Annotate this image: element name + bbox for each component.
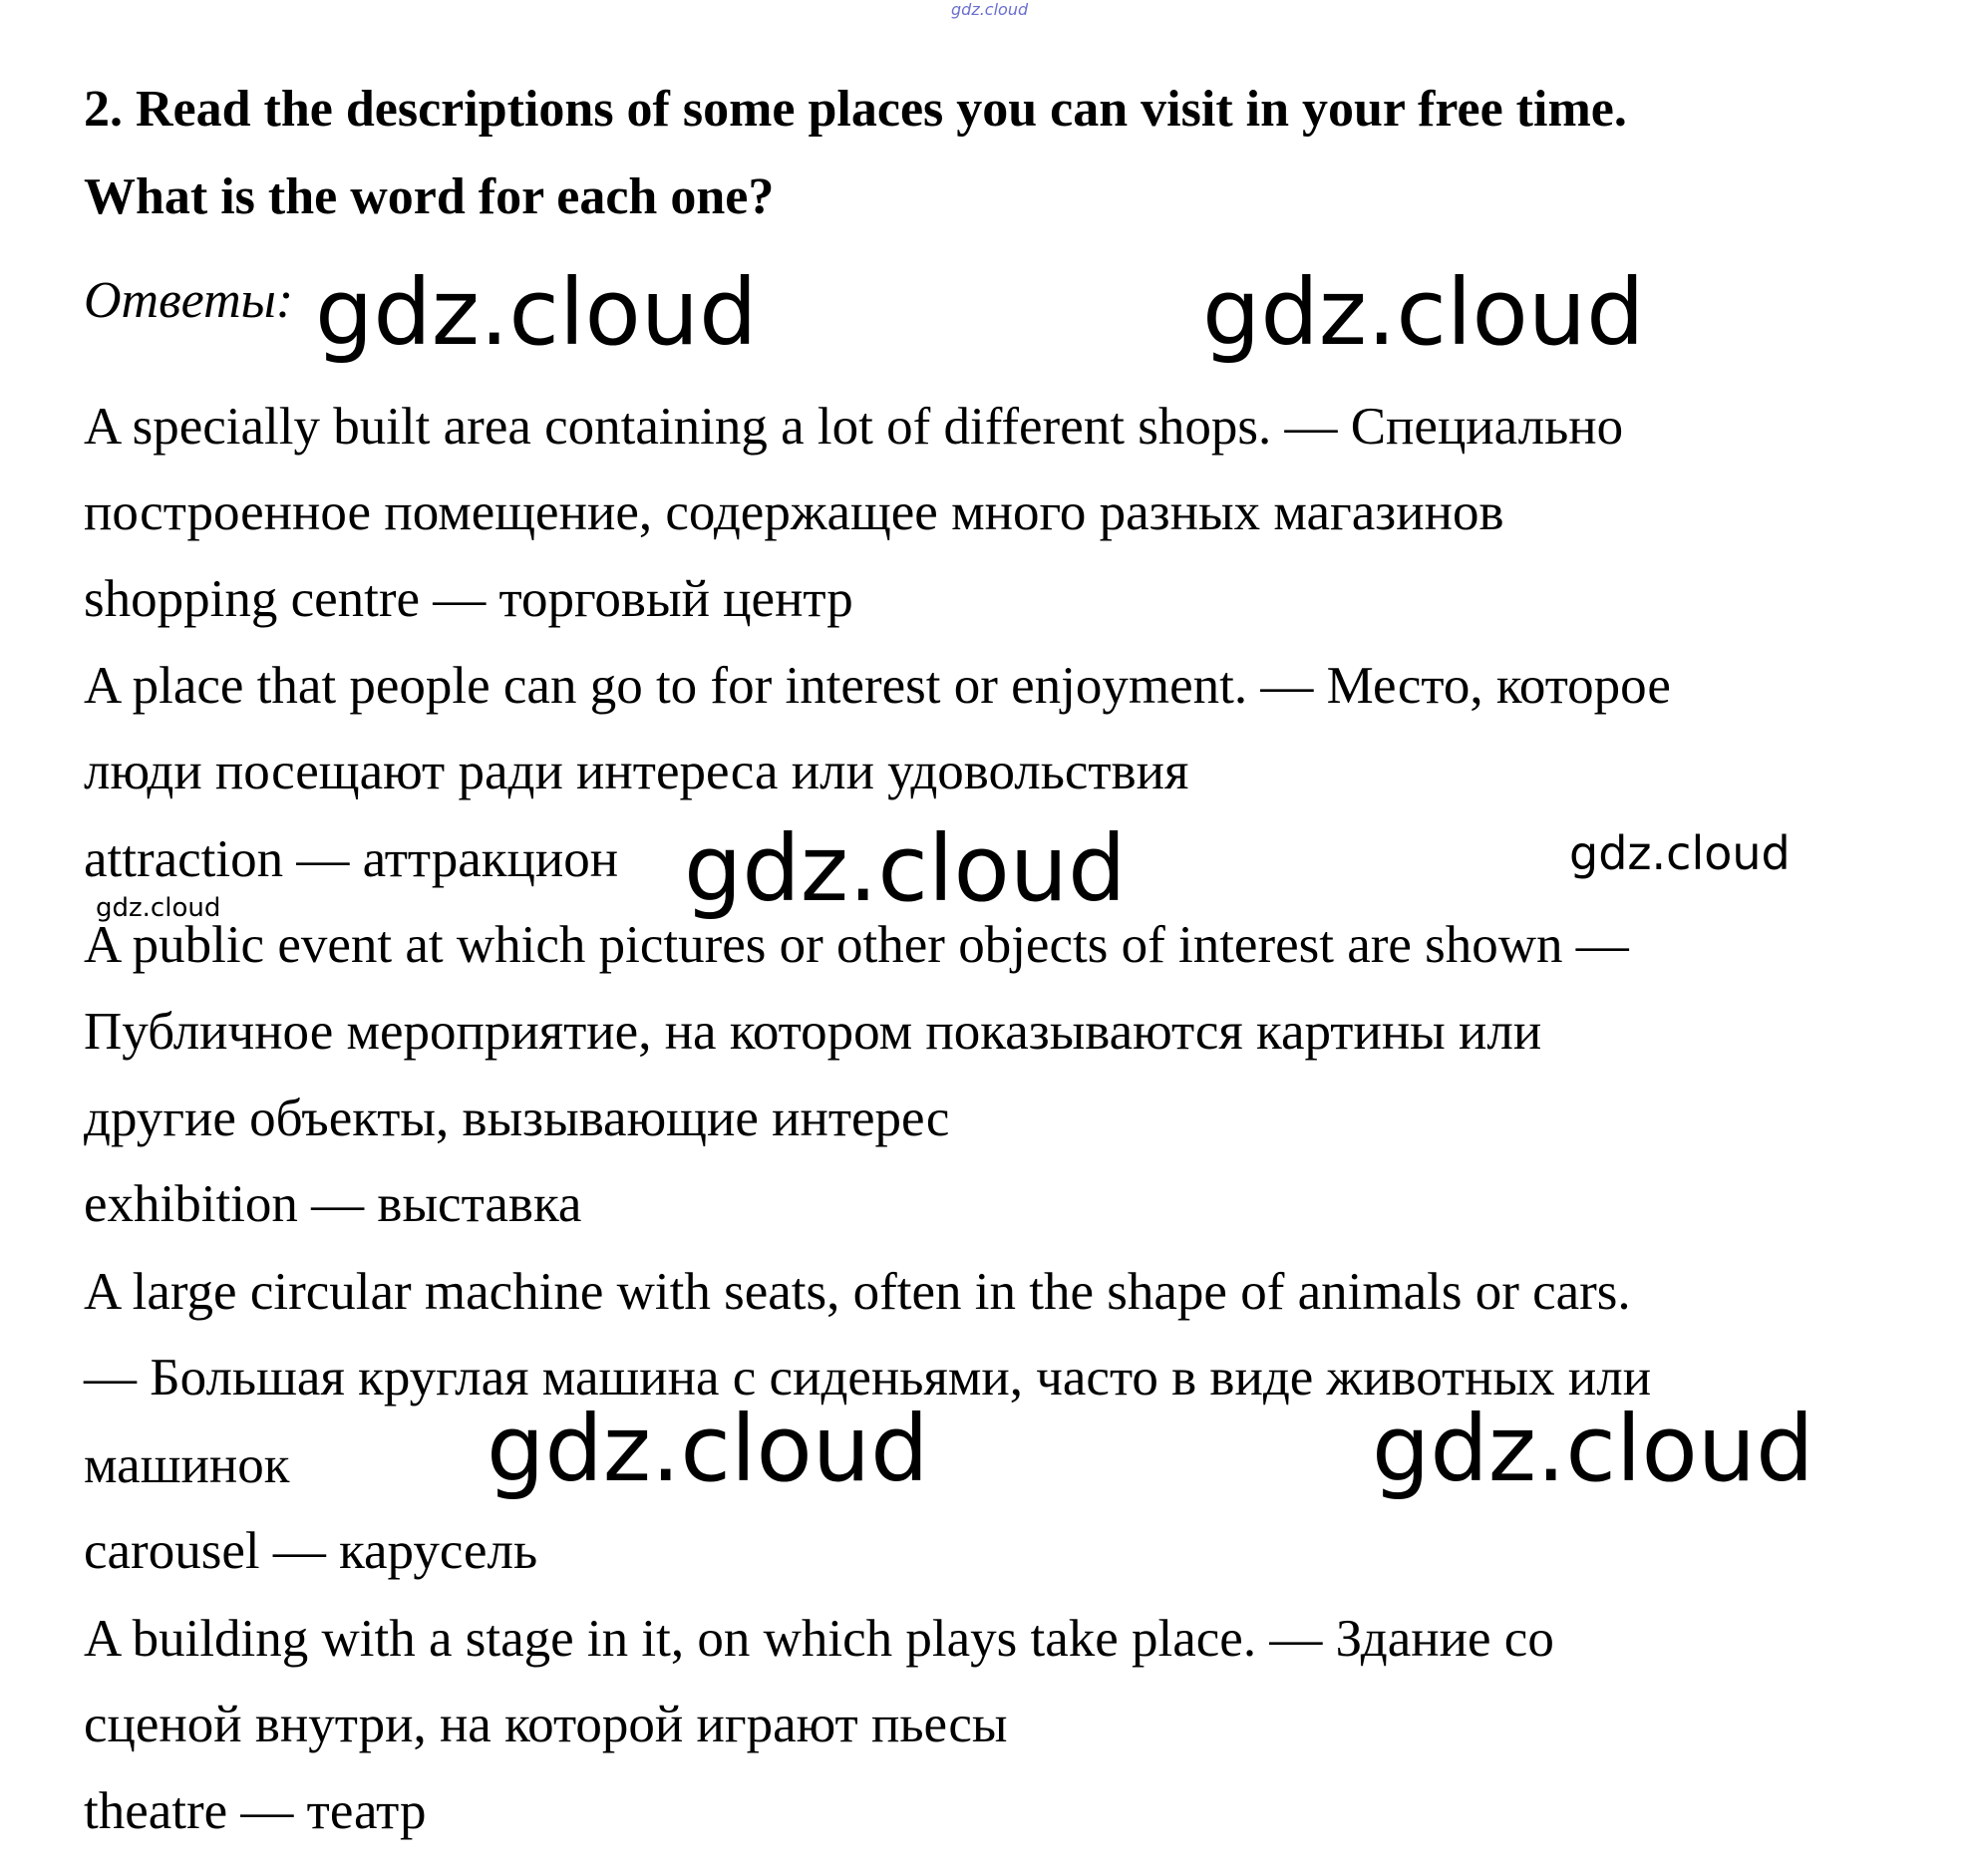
answer-line-9: другие объекты, вызывающие интерес <box>84 1090 950 1147</box>
watermark-3: gdz.cloud <box>684 815 1127 922</box>
answer-line-13: машинок <box>84 1436 290 1494</box>
task-heading-line-1: 2. Read the descriptions of some places you can visit in your free time. <box>84 81 1627 138</box>
answer-line-17: theatre — театр <box>84 1782 427 1840</box>
watermark-6: gdz.cloud <box>487 1396 929 1502</box>
watermark-2: gdz.cloud <box>1202 259 1645 366</box>
watermark-1: gdz.cloud <box>315 259 758 366</box>
answer-line-5: люди посещают ради интереса или удовольствия <box>84 743 1189 800</box>
answers-label: Ответы: <box>84 272 294 329</box>
source-watermark: gdz.cloud <box>951 0 1029 19</box>
answer-line-15: A building with a stage in it, on which plays take place. — Здание со <box>84 1610 1554 1668</box>
answer-line-3: shopping centre — торговый центр <box>84 570 853 628</box>
answer-line-1: A specially built area containing a lot of different shops. — Специально <box>84 398 1624 456</box>
answer-line-4: A place that people can go to for interest or enjoyment. — Место, которое <box>84 657 1671 715</box>
task-heading-line-2: What is the word for each one? <box>84 168 775 225</box>
answer-line-2: построенное помещение, содержащее много разных магазинов <box>84 483 1504 541</box>
answer-line-11: A large circular machine with seats, often in the shape of animals or cars. <box>84 1263 1631 1321</box>
watermark-7: gdz.cloud <box>1372 1396 1814 1502</box>
answer-line-16: сценой внутри, на которой играют пьесы <box>84 1696 1008 1753</box>
watermark-5: gdz.cloud <box>96 893 221 923</box>
answer-line-6: attraction — аттракцион <box>84 830 619 888</box>
answer-line-10: exhibition — выставка <box>84 1175 582 1233</box>
answer-line-7: A public event at which pictures or other objects of interest are shown — <box>84 916 1629 974</box>
answer-line-8: Публичное мероприятие, на котором показываются картины или <box>84 1003 1542 1061</box>
answer-line-12: — Большая круглая машина с сиденьями, часто в виде животных или <box>84 1349 1652 1407</box>
answer-line-14: carousel — карусель <box>84 1522 538 1580</box>
watermark-4: gdz.cloud <box>1569 826 1791 880</box>
task-heading <box>84 66 1898 241</box>
